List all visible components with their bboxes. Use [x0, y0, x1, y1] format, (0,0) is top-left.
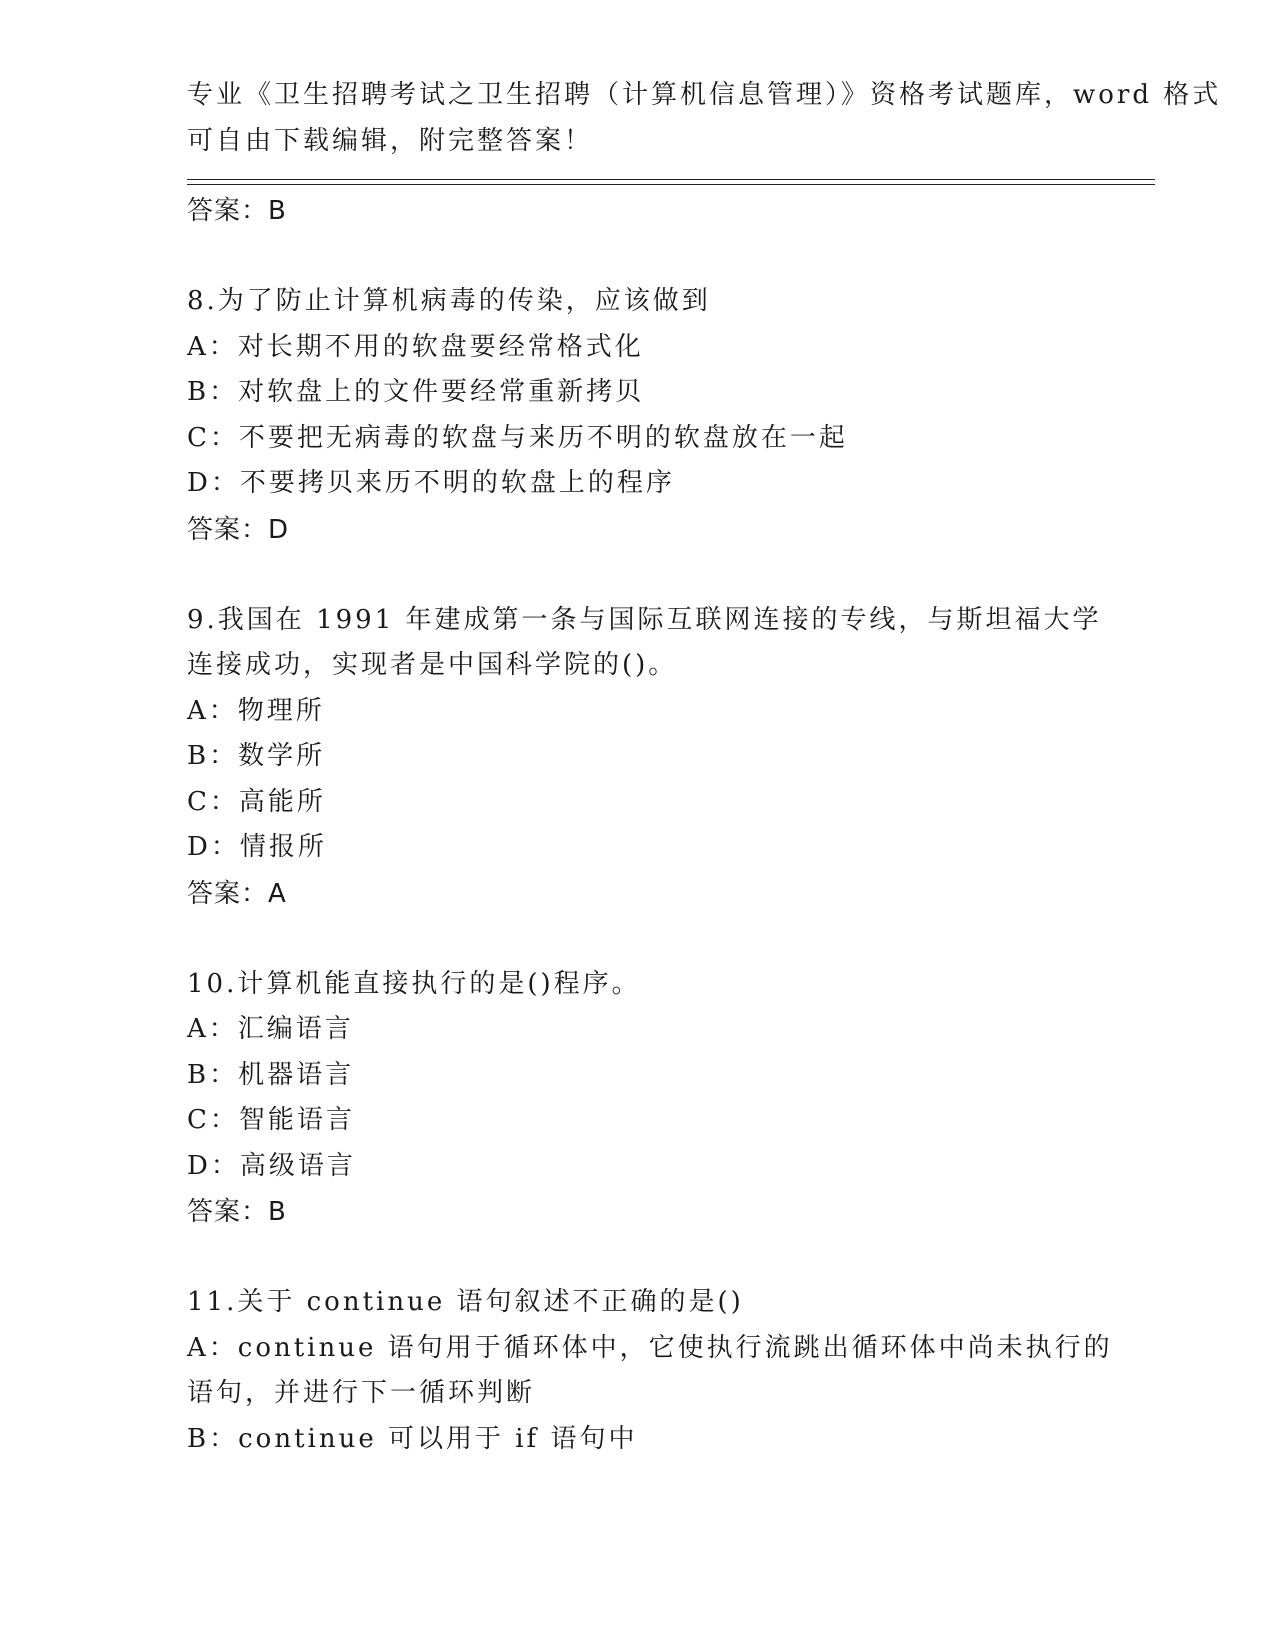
question-text: 8.为了防止计算机病毒的传染，应该做到 — [187, 286, 711, 316]
header-line: 专业《卫生招聘考试之卫生招聘（计算机信息管理）》资格考试题库，word 格式 — [187, 80, 1222, 110]
option-text: 语句，并进行下一循环判断 — [187, 1378, 536, 1408]
option-text: A：对长期不用的软盘要经常格式化 — [187, 331, 644, 362]
answer-line: 答案：B — [187, 1197, 287, 1227]
option-text: D：不要拷贝来历不明的软盘上的程序 — [187, 468, 675, 498]
question-block — [187, 279, 1087, 553]
answer-line: 答案：A — [187, 878, 287, 909]
answer-line: 答案：B — [187, 196, 287, 226]
question-text: 11.关于 continue 语句叙述不正确的是() — [187, 1287, 744, 1317]
option-text: C：高能所 — [187, 786, 326, 817]
question-block — [187, 598, 1102, 917]
option-text: A：物理所 — [187, 695, 325, 726]
question-block — [187, 1280, 1113, 1462]
question-text: 连接成功，实现者是中国科学院的()。 — [187, 650, 678, 680]
option-text: C：不要把无病毒的软盘与来历不明的软盘放在一起 — [187, 422, 848, 453]
header-line: 可自由下载编辑，附完整答案！ — [187, 125, 594, 156]
option-text: C：智能语言 — [187, 1105, 355, 1135]
option-text: D：情报所 — [187, 832, 327, 862]
option-text: D：高级语言 — [187, 1150, 356, 1181]
answer-line: 答案：D — [187, 514, 290, 545]
question-text: 10.计算机能直接执行的是()程序。 — [187, 968, 641, 999]
question-block — [187, 962, 1087, 1236]
option-text: B：机器语言 — [187, 1059, 355, 1090]
option-text: A：continue 语句用于循环体中，它使执行流跳出循环体中尚未执行的 — [187, 1332, 1113, 1363]
option-text: B：数学所 — [187, 741, 326, 771]
option-text: B：对软盘上的文件要经常重新拷贝 — [187, 377, 645, 407]
document-body — [187, 188, 1113, 1462]
option-text: B：continue 可以用于 if 语句中 — [187, 1423, 638, 1454]
header-divider — [187, 184, 1155, 185]
option-text: A：汇编语言 — [187, 1014, 354, 1044]
question-text: 9.我国在 1991 年建成第一条与国际互联网连接的专线，与斯坦福大学 — [187, 604, 1102, 635]
document-header — [187, 73, 1222, 164]
header-divider — [187, 179, 1155, 180]
